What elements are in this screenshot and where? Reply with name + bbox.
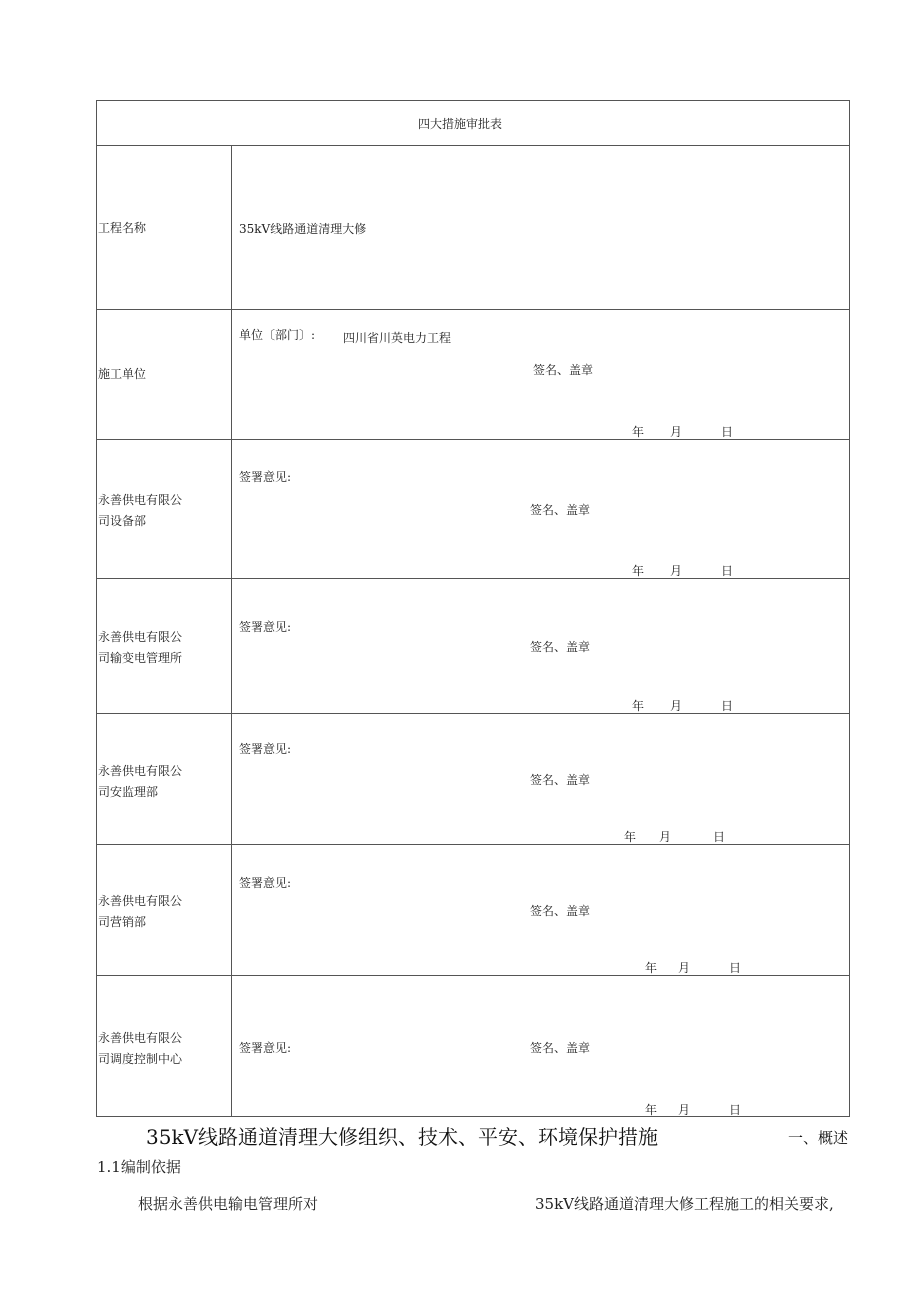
date-year: 年	[624, 830, 637, 844]
date-month: 月	[670, 699, 683, 713]
date-month: 月	[670, 425, 683, 439]
date-day: 日	[729, 1103, 742, 1117]
row-label-project-name: 工程名称	[98, 221, 147, 235]
date-year: 年	[632, 699, 645, 713]
opinion-label: 签署意见:	[239, 1041, 292, 1055]
row-label-marketing-dept: 永善供电有限公 司营销部	[98, 894, 183, 929]
document-heading: 35kV线路通道清理大修组织、技术、平安、环境保护措施	[146, 1125, 659, 1149]
date-month: 月	[678, 1103, 691, 1117]
row-divider	[96, 844, 850, 845]
row-label-safety-dept: 永善供电有限公 司安监理部	[98, 764, 183, 799]
paragraph-text-start: 根据永善供电输电管理所对	[138, 1195, 319, 1213]
date-day: 日	[721, 425, 734, 439]
signature-seal-label: 签名、盖章	[530, 773, 591, 787]
opinion-label: 签署意见:	[239, 470, 292, 484]
signature-seal-label: 签名、盖章	[530, 1041, 591, 1055]
date-year: 年	[632, 425, 645, 439]
date-year: 年	[645, 961, 658, 975]
row-divider	[96, 578, 850, 579]
signature-seal-label: 签名、盖章	[530, 904, 591, 918]
row-label-construction-unit: 施工单位	[98, 367, 147, 381]
signature-seal-label: 签名、盖章	[530, 640, 591, 654]
row-divider	[96, 309, 850, 310]
opinion-label: 签署意见:	[239, 742, 292, 756]
date-year: 年	[632, 564, 645, 578]
column-divider	[231, 145, 232, 1117]
date-month: 月	[659, 830, 672, 844]
date-day: 日	[721, 564, 734, 578]
row-label-transmission-office: 永善供电有限公 司输变电管理所	[98, 630, 183, 665]
subsection-heading: 1.1编制依据	[97, 1158, 181, 1176]
signature-seal-label: 签名、盖章	[533, 363, 594, 377]
section-heading-overview: 一、概述	[788, 1129, 849, 1147]
date-day: 日	[729, 961, 742, 975]
unit-label: 单位〔部门〕:	[239, 328, 316, 342]
date-month: 月	[678, 961, 691, 975]
date-day: 日	[721, 699, 734, 713]
row-divider	[96, 439, 850, 440]
date-day: 日	[713, 830, 726, 844]
unit-value: 四川省川英电力工程	[343, 331, 452, 345]
date-year: 年	[645, 1103, 658, 1117]
row-divider	[96, 713, 850, 714]
opinion-label: 签署意见:	[239, 620, 292, 634]
date-month: 月	[670, 564, 683, 578]
opinion-label: 签署意见:	[239, 876, 292, 890]
project-name-value: 35kV线路通道清理大修	[239, 222, 367, 236]
row-divider	[96, 145, 850, 146]
signature-seal-label: 签名、盖章	[530, 503, 591, 517]
form-title: 四大措施审批表	[417, 117, 502, 131]
row-divider	[96, 975, 850, 976]
row-label-equipment-dept: 永善供电有限公 司设备部	[98, 493, 183, 528]
paragraph-text-end: 35kV线路通道清理大修工程施工的相关要求,	[535, 1195, 834, 1213]
row-label-dispatch-center: 永善供电有限公 司调度控制中心	[98, 1031, 183, 1066]
